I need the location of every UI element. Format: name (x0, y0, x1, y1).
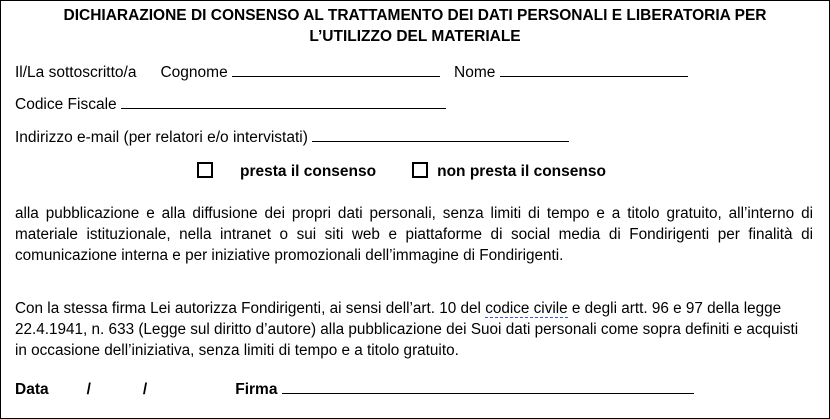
consent-yes-label: presta il consenso (240, 163, 377, 180)
nome-label: Nome (454, 64, 496, 81)
date-slash-2: / (142, 381, 148, 398)
paragraph-authorization-part2: e degli artt. 96 e 97 della legge 22.4.1941, n. 633 (Legge sul diritto d’autore) alla pubblicazione dei Suoi dati personali come sopra definiti e acquisti in occasione dell’iniziativa, senza limiti di tempo e a titolo gratuito. (15, 300, 799, 359)
codice-civile-link[interactable]: codice civile (485, 300, 568, 317)
paragraph-authorization (15, 298, 813, 361)
codice-fiscale-field[interactable] (121, 94, 446, 109)
signature-row (15, 379, 694, 399)
firma-field[interactable] (282, 379, 694, 394)
firma-label: Firma (235, 381, 278, 398)
nome-field[interactable] (500, 62, 688, 77)
codice-fiscale-label: Codice Fiscale (15, 96, 117, 113)
cognome-label: Cognome (160, 64, 228, 81)
email-label: Indirizzo e-mail (per relatori e/o intervistati) (15, 129, 308, 146)
title-line-2: L’UTILIZZO DEL MATERIALE (309, 28, 521, 45)
data-label: Data (15, 381, 49, 398)
form-title (7, 5, 823, 47)
title-line-1: DICHIARAZIONE DI CONSENSO AL TRATTAMENTO DEI DATI PERSONALI E LIBERATORIA PER (63, 7, 767, 24)
email-row (15, 127, 569, 147)
consent-yes-checkbox[interactable] (197, 162, 213, 178)
name-row (15, 62, 688, 82)
paragraph-publication: alla pubblicazione e alla diffusione dei propri dati personali, senza limiti di tempo e a titolo gratuito, all’interno di materiale istituzionale, nella intranet o sui siti web e piattaforme di social media di Fondirigenti per finalità di comunicazione interna e per iniziative promozionali dell’immagine di Fondirigenti. (15, 205, 813, 264)
date-slash-1: / (86, 381, 91, 398)
email-field[interactable] (312, 127, 569, 142)
consent-no-checkbox[interactable] (412, 162, 428, 178)
codice-fiscale-row (15, 94, 446, 114)
sottoscritto-label: Il/La sottoscritto/a (15, 64, 137, 81)
consent-no-label: non presta il consenso (437, 163, 606, 180)
cognome-field[interactable] (232, 62, 440, 77)
consent-options (197, 162, 606, 181)
paragraph-authorization-part1: Con la stessa firma Lei autorizza Fondirigenti, ai sensi dell’art. 10 del (15, 300, 486, 317)
